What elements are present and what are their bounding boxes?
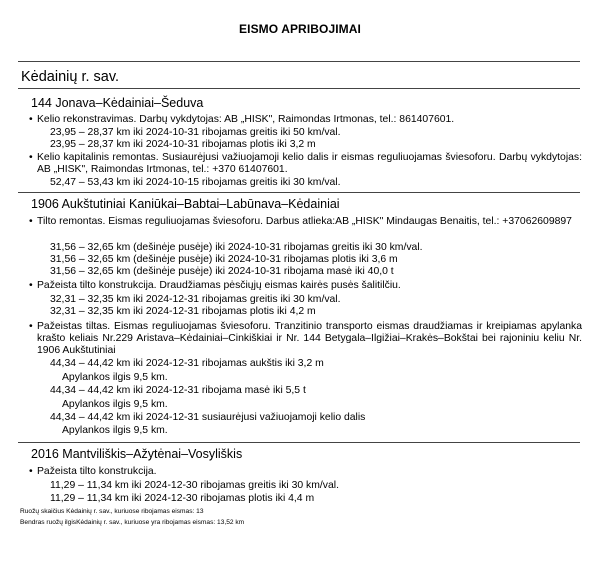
bullet-icon: •: [29, 216, 33, 227]
restriction-line: 11,29 – 11,34 km iki 2024-12-30 ribojamas greitis iki 30 km/val.: [50, 480, 339, 491]
list-item: [29, 321, 582, 357]
restriction-line: 44,34 – 44,42 km iki 2024-12-31 ribojamas aukštis iki 3,2 m: [50, 358, 324, 369]
bullet-icon: •: [29, 114, 33, 125]
restriction-line: 32,31 – 32,35 km iki 2024-12-31 ribojamas greitis iki 30 km/val.: [50, 294, 341, 305]
restriction-line: 44,34 – 44,42 km iki 2024-12-31 susiaurėjusi važiuojamoji kelio dalis: [50, 412, 366, 423]
page-title: EISMO APRIBOJIMAI: [239, 22, 361, 36]
road-heading-144: 144 Jonava–Kėdainiai–Šeduva: [31, 96, 204, 110]
detour-length: Apylankos ilgis 9,5 km.: [62, 425, 168, 436]
divider: [18, 442, 580, 443]
restriction-line: 11,29 – 11,34 km iki 2024-12-30 ribojamas plotis iki 4,4 m: [50, 493, 315, 504]
restriction-line: 31,56 – 32,65 km (dešinėje pusėje) iki 2024-10-31 ribojamas greitis iki 30 km/val.: [50, 242, 423, 253]
divider: [18, 88, 580, 89]
bullet-icon: •: [29, 321, 33, 332]
restriction-line: 23,95 – 28,37 km iki 2024-10-31 ribojamas plotis iki 3,2 m: [50, 139, 316, 150]
item-description: Pažeistas tiltas. Eismas reguliuojamas šviesoforu. Tranzitinio transporto eismas draudžiamas ir kreipiamas apylanka krašto keliais Nr.229 Aristava–Kėdainiai–Cinkiškiai ir Nr. 144 Betygala–Ilgižiai–Krakės–Bokštai bei rajoniniu keliu Nr. 1906 Aukštutiniai: [37, 321, 582, 356]
divider: [18, 61, 580, 62]
restriction-line: 44,34 – 44,42 km iki 2024-12-31 ribojama masė iki 5,5 t: [50, 385, 306, 396]
footer-count: Ruožų skaičius Kėdainių r. sav., kuriuose ribojamas eismas: 13: [20, 508, 204, 515]
road-heading-1906: 1906 Aukštutiniai Kaniūkai–Babtai–Labūnava–Kėdainiai: [31, 197, 340, 211]
restriction-line: 23,95 – 28,37 km iki 2024-10-31 ribojamas greitis iki 50 km/val.: [50, 127, 341, 138]
restriction-line: 31,56 – 32,65 km (dešinėje pusėje) iki 2024-10-31 ribojama masė iki 40,0 t: [50, 266, 394, 277]
road-heading-2016: 2016 Mantviliškis–Ažytėnai–Vosyliškis: [31, 447, 243, 461]
bullet-icon: •: [29, 466, 33, 477]
restriction-line: 52,47 – 53,43 km iki 2024-10-15 ribojamas greitis iki 30 km/val.: [50, 177, 341, 188]
item-description: Pažeista tilto konstrukcija.: [37, 466, 157, 477]
list-item: [29, 114, 582, 126]
bullet-icon: •: [29, 152, 33, 163]
item-description: Pažeista tilto konstrukcija. Draudžiamas pėsčiųjų eismas kairės pusės šalitilčiu.: [37, 280, 401, 291]
restriction-line: 32,31 – 32,35 km iki 2024-12-31 ribojamas plotis iki 4,2 m: [50, 306, 316, 317]
divider: [18, 192, 580, 193]
detour-length: Apylankos ilgis 9,5 km.: [62, 399, 168, 410]
list-item: [29, 152, 582, 176]
restriction-line: 31,56 – 32,65 km (dešinėje pusėje) iki 2024-10-31 ribojamas plotis iki 3,6 m: [50, 254, 398, 265]
item-description: Kelio rekonstravimas. Darbų vykdytojas: AB „HISK", Raimondas Irtmonas, tel.: 861407601.: [37, 114, 455, 125]
detour-length: Apylankos ilgis 9,5 km.: [62, 372, 168, 383]
list-item: [29, 280, 582, 292]
bullet-icon: •: [29, 280, 33, 291]
item-description: Kelio kapitalinis remontas. Susiaurėjusi važiuojamoji kelio dalis ir eismas reguliuojamas šviesoforu. Darbų vykdytojas: AB „HISK", Raimondas Irtmonas, tel.: +370 61407601.: [37, 152, 582, 175]
item-description: Tilto remontas. Eismas reguliuojamas šviesoforu. Darbus atlieka:AB „HISK" Mindaugas Benaitis, tel.: +37062609897: [37, 216, 572, 227]
list-item: [29, 466, 582, 478]
list-item: [29, 216, 582, 228]
district-heading: Kėdainių r. sav.: [21, 69, 120, 85]
footer-length: Bendras ruožų ilgisKėdainių r. sav., kuriuose yra ribojamas eismas: 13,52 km: [20, 519, 245, 526]
